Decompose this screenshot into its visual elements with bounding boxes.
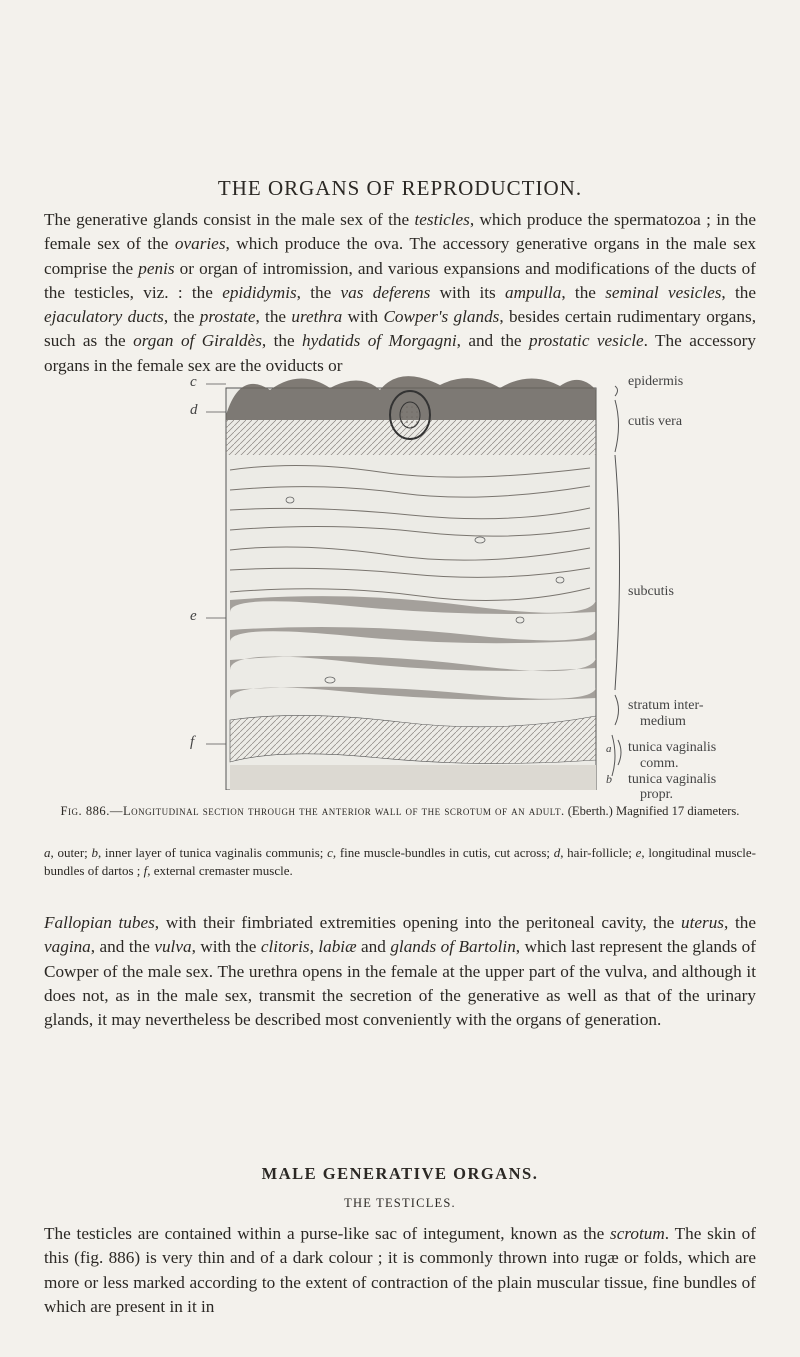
term-vulva: vulva <box>154 937 192 957</box>
label-b: b <box>606 772 612 786</box>
term-penis: penis <box>138 258 175 278</box>
term-urethra: urethra <box>291 307 343 327</box>
caption-title: —Longitudinal section through the anterior wall of the scrotum of an adult. <box>109 804 565 818</box>
section-heading: MALE GENERATIVE ORGANS. <box>261 1164 539 1183</box>
running-head: THE ORGANS OF REPRODUCTION. <box>217 176 583 200</box>
caption-author: (Eberth.) Magnified 17 diameters. <box>564 804 740 818</box>
term-labiae: labiæ <box>318 937 357 957</box>
term-testicles: testicles <box>414 210 470 229</box>
figure-caption <box>44 803 756 820</box>
term-ejaculatory-ducts: ejaculatory ducts <box>44 307 164 327</box>
term-prostate: prostate <box>199 307 256 327</box>
label-tunica-comm-2: comm. <box>640 756 679 771</box>
term-organ-giraldes: organ of Giraldès <box>133 331 262 351</box>
term-ampulla: ampulla <box>505 282 562 302</box>
term-cowpers-glands: Cowper's glands <box>383 307 500 327</box>
term-hydatids: hydatids of Morgagni <box>302 331 457 351</box>
label-cutis-vera: cutis vera <box>628 414 683 429</box>
label-subcutis: subcutis <box>628 584 674 599</box>
term-prostatic-vesicle: prostatic vesicle <box>528 331 644 351</box>
label-tunica-propr-1: tunica vaginalis <box>628 772 717 787</box>
term-vagina: vagina <box>44 937 91 957</box>
label-a: a <box>606 743 612 755</box>
intro-paragraph: The generative glands consist in the male sex of the testicles, which produce the spermatozoa ; in the female sex of the ovaries, which produce the ova. The accessory generative organs in the male sex comprise the penis or organ of intromission, and various expansions and modifications of the ducts of the testicles, viz. : the epididymis, the vas deferens with its ampulla, the seminal vesicles, the ejaculatory ducts, the prostate, the urethra with Cowper's glands, besides certain rudimentary organs, such as the organ of Giraldès, the hydatids of Morgagni, and the prostatic vesicle. The accessory organs in the female sex are the oviducts or <box>44 210 757 375</box>
label-tunica-propr-2: propr. <box>640 787 674 802</box>
term-uterus: uterus <box>681 913 724 932</box>
term-glands-of-bartolin: glands of Bartolin <box>390 937 516 957</box>
label-medium: medium <box>640 714 686 729</box>
subsection-heading: THE TESTICLES. <box>344 1196 456 1210</box>
term-scrotum: scrotum <box>610 1224 665 1243</box>
term-clitoris: clitoris <box>260 937 310 957</box>
term-vas-deferens: vas deferens <box>340 282 431 302</box>
label-stratum: stratum inter- <box>628 698 704 713</box>
figure-legend: a, outer; b, inner layer of tunica vaginalis communis; c, fine muscle-bundles in cutis, cut across; d, hair-follicle; e, longitudinal muscle-bundles of dartos ; f, external cremaster muscle. <box>44 845 757 878</box>
label-d: d <box>190 402 198 418</box>
label-epidermis: epidermis <box>628 374 684 389</box>
figure-886 <box>0 360 800 802</box>
label-tunica-comm-1: tunica vaginalis <box>628 740 717 755</box>
term-epididymis: epididymis <box>222 282 297 302</box>
label-c: c <box>190 374 197 390</box>
term-seminal-vesicles: seminal vesicles <box>605 282 722 302</box>
term-fallopian-tubes: Fallopian tubes <box>44 913 155 932</box>
testicles-paragraph: The testicles are contained within a purse-like sac of integument, known as the scrotum. The skin of this (fig. 886) is very thin and of a dark colour ; it is commonly thrown into rugæ or folds, which are more or less marked according to the extent of contraction of the plain muscular tissue, fine bundles of which are present in it in <box>44 1224 756 1316</box>
label-e: e <box>190 608 197 624</box>
fallopian-paragraph: Fallopian tubes, with their fimbriated extremities opening into the peritoneal cavity, the uterus, the vagina, and the vulva, with the clitoris, labiæ and glands of Bartolin, which last represent the glands of Cowper of the male sex. The urethra opens in the female at the upper part of the vulva, and although it does not, as in the male sex, transmit the secretion of the generative as well as that of the urinary glands, it may nevertheless be described most conveniently with the organs of generation. <box>44 913 757 1030</box>
term-ovaries: ovaries <box>174 234 226 254</box>
caption-fig-number: Fig. 886. <box>60 804 110 818</box>
label-f: f <box>190 734 195 750</box>
